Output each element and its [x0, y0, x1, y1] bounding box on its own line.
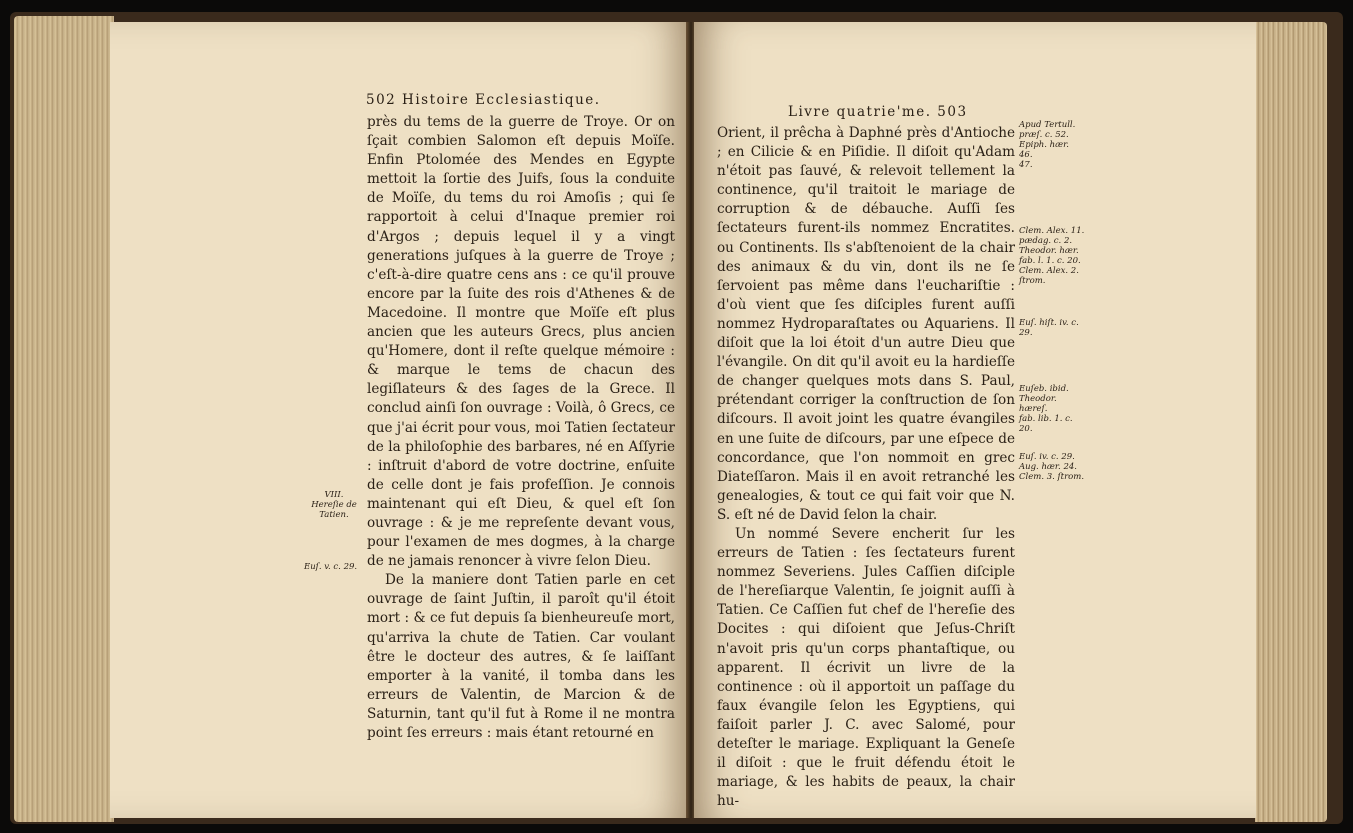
margin-note-euseb: Euſeb. ibid. Theodor. hæreſ. fab. lib. 1. c. 20. — [1019, 384, 1073, 434]
margin-note-aug: Euſ. iv. c. 29. Aug. hær. 24. Clem. 3. ſtrom. — [1019, 452, 1085, 482]
margin-note-tertull: Apud Tertull. præſ. c. 52. Epiph. hær. 46. 47. — [1019, 120, 1076, 170]
left-page — [110, 22, 688, 818]
margin-note-heresy: VIII. Hereſie de Tatien. — [311, 490, 357, 520]
left-paragraph-2: De la maniere dont Tatien parle en cet ouvrage de ſaint Juſtin, il paroît qu'il étoit mort : & ce fut depuis ſa bienheureuſe mort, qu'arriva la chute de Tatien. Car voulant être le docteur des autres, & ſe laiſſant emporter à la vanité, il tomba dans les erreurs de Valentin, de Marcion & de Saturnin, tant qu'il fut à Rome il ne montra point ſes erreurs : mais étant retourné en — [367, 572, 675, 741]
right-paragraph-1: Orient, il prêcha à Daphné près d'Antioche ; en Cilicie & en Piſidie. Il diſoit qu'Adam n'étoit pas ſauvé, & relevoit tellement la continence, qu'il traitoit le mariage de corruption & de débauche. Auſſi ſes ſectateurs furent-ils nommez Encratites. ou Continents. Ils s'abſtenoient de la chair des animaux & du vin, dont ils ne ſe ſervoient pas même dans l'euchariſtie : d'où vient que ſes diſciples furent auſſi nommez Hydroparaſtates ou Aquariens. Il diſoit que la loi étoit d'un autre Dieu que l'évangile. On dit qu'il avoit eu la hardieſſe de changer quelques mots dans S. Paul, prétendant corriger la conſtruction de ſon diſcours. Il avoit joint les quatre évangiles en une ſuite de diſcours, par une eſpece de concordance, que l'on nommoit en grec Diateſſaron. Mais il en avoit retranché les genealogies, & tout ce qui fait voir que N. S. eſt né de David ſelon la chair. — [717, 125, 1015, 523]
page-edges-right — [1255, 22, 1327, 822]
right-page — [694, 22, 1256, 818]
margin-note-clem: Clem. Alex. 11. pædag. c. 2. Theodor. hær. fab. l. 1. c. 20. Clem. Alex. 2. ſtrom. — [1019, 226, 1085, 286]
page-header-right: Livre quatrie'me. 503 — [788, 104, 968, 120]
left-paragraph-1: près du tems de la guerre de Troye. Or on ſçait combien Salomon eſt depuis Moïſe. Enfin Ptolomée des Mendes en Egypte mettoit la ſortie des Juifs, ſous la conduite de Moïſe, du tems du roi Amoſis ; qui ſe rapportoit à celui d'Inaque premier roi d'Argos ; depuis lequel il y a vingt generations juſques à la guerre de Troye ; c'eſt-à-dire quatre cens ans : ce qu'il prouve encore par la ſuite des rois d'Athenes & de Macedoine. Il montre que Moïſe eſt plus ancien que les auteurs Grecs, plus ancien qu'Homere, dont il reſte quelque mémoire : & marque le tems de chacun des legiſlateurs & des ſages de la Grece. Il conclud ainſi ſon ouvrage : Voilà, ô Grecs, ce que j'ai écrit pour vous, moi Tatien ſectateur de la philoſophie des barbares, né en Aſſyrie : inſtruit d'abord de votre doctrine, enſuite de celle dont je fais profeſſion. Je connois maintenant qui eſt Dieu, & quel eſt ſon ouvrage : & je me repreſente devant vous, pour l'examen de mes dogmes, à la charge de ne jamais renoncer à vivre ſelon Dieu. — [367, 114, 675, 570]
page-edges-left — [14, 16, 114, 822]
margin-note-eus: Euſ. v. c. 29. — [304, 562, 358, 572]
right-text-column — [717, 124, 1015, 811]
left-text-column — [367, 113, 675, 743]
page-header-left: 502 Histoire Ecclesiastique. — [366, 92, 601, 108]
margin-note-eus-hist: Euſ. hiſt. iv. c. 29. — [1019, 318, 1079, 338]
right-paragraph-2: Un nommé Severe encherit ſur les erreurs de Tatien : ſes ſectateurs furent nommez Severiens. Jules Caſſien diſciple de l'hereſiarque Valentin, ſe joignit auſſi à Tatien. Ce Caſſien fut chef de l'hereſie des Docites : qui diſoient que Jeſus-Chriſt n'avoit pris qu'un corps phantaſtique, ou apparent. Il écrivit un livre de la continence : où il apportoit un paſſage du faux évangile ſelon les Egyptiens, qui faiſoit parler J. C. avec Salomé, pour deteſter le mariage. Expliquant la Geneſe il diſoit : que le fruit défendu étoit le mariage, & les habits de peaux, la chair hu- — [717, 525, 1015, 810]
